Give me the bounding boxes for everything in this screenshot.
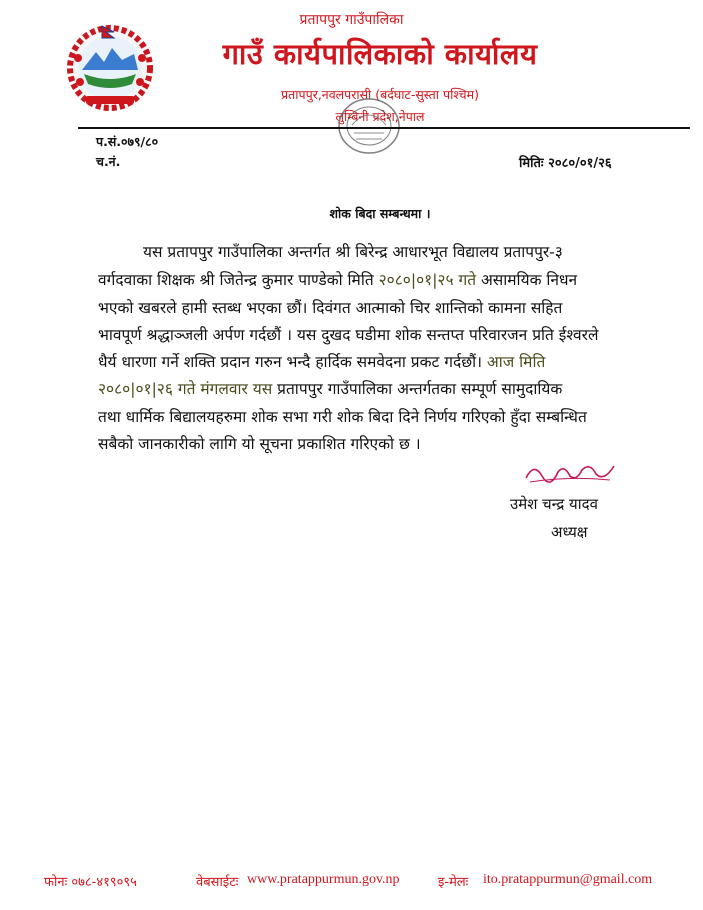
death-date: २०८०|०१|२५ गते xyxy=(378,271,477,289)
municipality-name: प्रतापपुर गाउँपालिका xyxy=(299,12,404,28)
dispatch-number: च.नं. xyxy=(96,154,121,169)
footer-website-label: वेबसाईटः xyxy=(196,875,239,890)
body-text: वर्गदवाका शिक्षक श्री जितेन्द्र कुमार पाण्डेको मिति xyxy=(98,271,379,289)
office-title: गाउँ कार्यपालिकाको कार्यालय xyxy=(222,37,538,71)
footer-email-link[interactable]: ito.pratappurmun@gmail.com xyxy=(483,872,653,887)
body-line xyxy=(98,350,658,372)
body-line: सबैको जानकारीको लागि यो सूचना प्रकाशित गरिएको छ । xyxy=(98,435,421,453)
body-line: भएको खबरले हामी स्तब्ध भएका छौं। दिवंगत आत्माको चिर शान्तिको कामना सहित xyxy=(98,299,563,317)
office-province: लुम्बिनी प्रदेश,नेपाल xyxy=(335,109,425,124)
header-divider xyxy=(78,127,690,129)
handwritten-signature-icon xyxy=(520,458,620,488)
body-line xyxy=(98,268,658,290)
letter-subject: शोक बिदा सम्बन्धमा । xyxy=(329,206,431,221)
office-stamp-icon xyxy=(334,95,404,157)
letter-date: मितिः २०८०/०१/२६ xyxy=(519,156,612,171)
body-text: असामयिक निधन xyxy=(476,271,578,289)
office-address: प्रतापपुर,नवलपरासी (बर्दघाट-सुस्ता पश्चिम) xyxy=(281,87,479,102)
body-line: भावपूर्ण श्रद्धाञ्जली अर्पण गर्दछौं । यस दुखद घडीमा शोक सन्तप्त परिवारजन प्रति ईश्वरले xyxy=(98,326,599,344)
reference-number: प.सं.०७९/८० xyxy=(96,134,159,149)
body-line xyxy=(98,377,658,399)
footer-phone: फोनः ०७८-४१९०९५ xyxy=(44,875,137,890)
highlight-text: आज मिति xyxy=(486,353,546,371)
footer-email-label: इ-मेलः xyxy=(438,875,469,890)
body-line: यस प्रतापपुर गाउँपालिका अन्तर्गत श्री बिरेन्द्र आधारभूत विद्यालय प्रतापपुर-३ xyxy=(143,243,563,261)
body-text: प्रतापपुर गाउँपालिका अन्तर्गतका सम्पूर्ण सामुदायिक xyxy=(277,380,563,398)
leave-date: २०८०|०१|२६ गते मंगलवार यस xyxy=(98,380,273,398)
body-text: धैर्य धारणा गर्ने शक्ति प्रदान गरुन भन्दै हार्दिक समवेदना प्रकट गर्दछौं। xyxy=(98,353,487,371)
body-line: तथा धार्मिक बिद्यालयहरुमा शोक सभा गरी शोक बिदा दिने निर्णय गरिएको हुँदा सम्बन्धित xyxy=(98,408,587,426)
signatory-title: अध्यक्ष xyxy=(551,523,588,541)
signatory-name: उमेश चन्द्र यादव xyxy=(510,495,598,513)
footer-website-link[interactable]: www.pratappurmun.gov.np xyxy=(247,872,400,887)
